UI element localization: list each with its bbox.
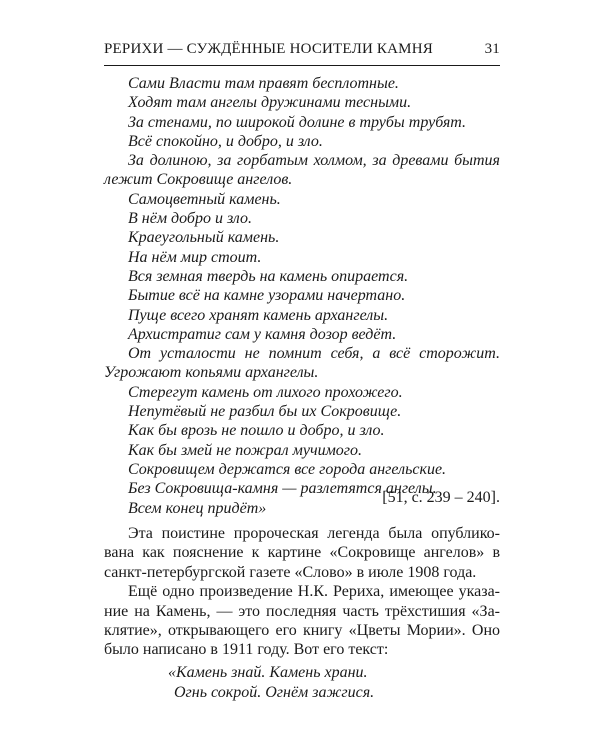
poem-line: Сами Власти там правят бесплотные. [128,75,399,92]
running-header [104,41,500,65]
poem-line: Архистратиг сам у камня дозор ведёт. [128,325,397,343]
poem-line: Как бы врозь не пошло и добро, и зло. [128,422,385,440]
paragraph-line: было написано в 1911 году. Вот его текст: [104,641,389,659]
poem-line: Сокровищем держатся все города ангельские. [128,460,447,478]
body-text [104,524,500,660]
paragraph-line: санкт-петербургской газете «Слово» в июле 1908 года. [104,563,477,581]
paragraph-line: ние на Камень, — это последняя часть трёхстишия «За- [104,602,500,620]
paragraph-line: вана как пояснение к картине «Сокровище ангелов» в [104,544,500,562]
poem-block [104,74,500,518]
poem-line: В нём добро и зло. [128,210,252,228]
poem-line: Пуще всего хранят камень архангелы. [128,306,389,324]
poem-line: Ходят там ангелы дружинами тесными. [128,94,412,112]
poem-line: Бытие всё на камне узорами начертано. [128,287,406,305]
citation-reference: [51, с. 239 – 240]. [382,489,500,506]
header-rule [104,65,500,66]
poem-line: лежит Сокровище ангелов. [104,171,293,189]
poem-line: Краеугольный камень. [128,229,280,247]
poem-line: От усталости не помнит себя, а всё сторожит. [128,345,500,363]
paragraph-line: клятие», открывающего его книгу «Цветы Мории». Оно [104,621,500,639]
poem-line: Без Сокровища-камня — разлетятся ангелы. [128,480,437,498]
poem-line: Как бы змей не пожрал мучимого. [128,441,363,459]
poem-line: Самоцветный камень. [128,190,281,208]
paragraph-line: Ещё одно произведение Н.К. Рериха, имеющее указа- [128,583,500,601]
quote-line: «Камень знай. Камень храни. [168,664,368,681]
poem-line: Непутёвый не разбил бы их Сокровище. [128,403,402,421]
poem-line: Всё спокойно, и добро, и зло. [128,132,323,150]
poem-line: Всем конец придёт» [128,499,267,517]
paragraph-line: Эта поистине пророческая легенда была опублико- [128,525,500,542]
page-number: 31 [484,41,500,57]
quoted-verse [168,663,374,702]
poem-line: Вся земная твердь на камень опирается. [128,267,409,285]
header-title: РЕРИХИ — СУЖДЁННЫЕ НОСИТЕЛИ КАМНЯ [104,41,433,57]
poem-line: За стенами, по широкой долине в трубы трубят. [128,113,467,131]
quote-line: Огнь сокрой. Огнём зажгися. [174,683,375,701]
poem-line: За долиною, за горбатым холмом, за древами бытия [128,152,500,170]
poem-line: Стерегут камень от лихого прохожего. [128,383,403,401]
poem-line: На нём мир стоит. [128,248,262,266]
poem-line: Угрожают копьями архангелы. [104,364,319,382]
